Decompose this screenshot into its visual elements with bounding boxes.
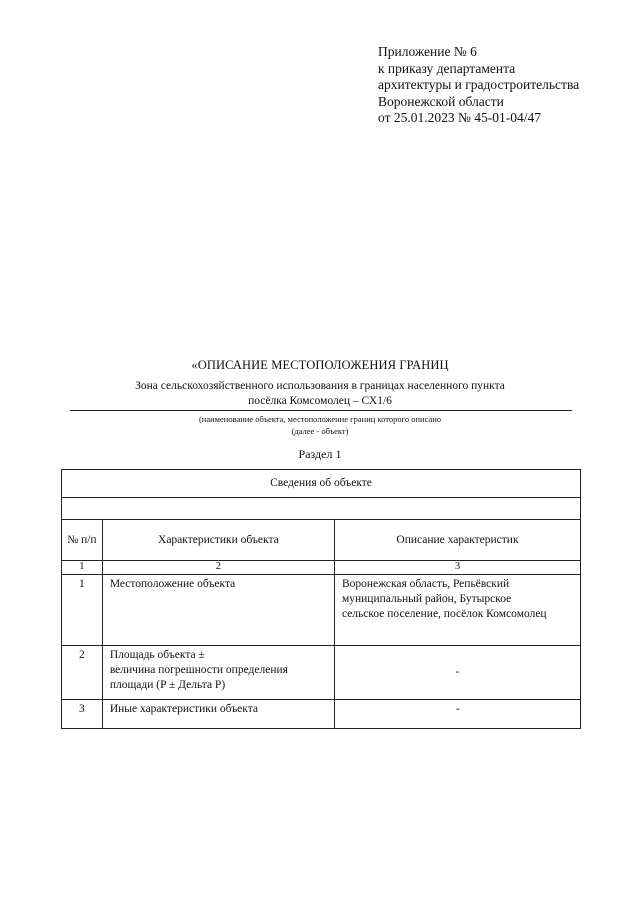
table-gap-row — [62, 498, 581, 520]
object-name-note — [0, 413, 640, 437]
appendix-line: архитектуры и градостроительства — [378, 77, 580, 92]
characteristic-line: Площадь объекта ± — [109, 649, 205, 661]
appendix-date: от 25.01.2023 № 45-01-04/47 — [378, 110, 541, 125]
characteristic-line: величина погрешности определения — [109, 664, 288, 676]
column-number: 1 — [62, 561, 103, 575]
header-characteristic: Характеристики объекта — [102, 520, 334, 561]
row-characteristic — [102, 646, 334, 700]
row-number: 3 — [62, 700, 103, 729]
appendix-line: к приказу департамента — [378, 60, 516, 76]
row-number: 1 — [62, 575, 103, 646]
column-number-row — [62, 561, 581, 575]
object-info-table — [61, 469, 581, 729]
appendix-line: Воронежской области — [378, 93, 504, 109]
empty-cell — [62, 498, 581, 520]
row-description: - — [334, 700, 580, 729]
header-num: № п/п — [62, 520, 103, 561]
table-row — [62, 700, 581, 729]
row-description — [334, 575, 580, 646]
column-number: 3 — [334, 561, 580, 575]
description-line: муниципальный район, Бутырское — [341, 593, 512, 605]
row-characteristic: Иные характеристики объекта — [102, 700, 334, 729]
section-label: Раздел 1 — [298, 447, 342, 461]
subtitle-line: Зона сельскохозяйственного использования в границах населенного пункта — [135, 380, 505, 392]
subtitle-line: посёлка Комсомолец – СХ1/6 — [248, 395, 392, 407]
description-line: сельское поселение, посёлок Комсомолец — [341, 608, 547, 620]
note-line: (наименование объекта, местоположение границ которого описано — [198, 414, 442, 424]
row-characteristic: Местоположение объекта — [102, 575, 334, 646]
table-header-row — [62, 520, 581, 561]
document-subtitle — [0, 379, 640, 409]
underline-divider — [70, 410, 572, 411]
characteristic-line: площади (P ± Дельта P) — [109, 679, 226, 691]
appendix-line: Приложение № 6 — [378, 44, 477, 59]
column-number: 2 — [102, 561, 334, 575]
row-description: - — [334, 646, 580, 700]
table-caption: Сведения об объекте — [62, 470, 581, 498]
header-description: Описание характеристик — [334, 520, 580, 561]
table-caption-row — [62, 470, 581, 498]
note-line: (далее - объект) — [291, 426, 349, 436]
document-title: «ОПИСАНИЕ МЕСТОПОЛОЖЕНИЯ ГРАНИЦ — [191, 358, 449, 372]
description-line: Воронежская область, Репьёвский — [341, 578, 510, 590]
table-row — [62, 575, 581, 646]
appendix-header — [378, 44, 579, 127]
table-row — [62, 646, 581, 700]
row-number: 2 — [62, 646, 103, 700]
